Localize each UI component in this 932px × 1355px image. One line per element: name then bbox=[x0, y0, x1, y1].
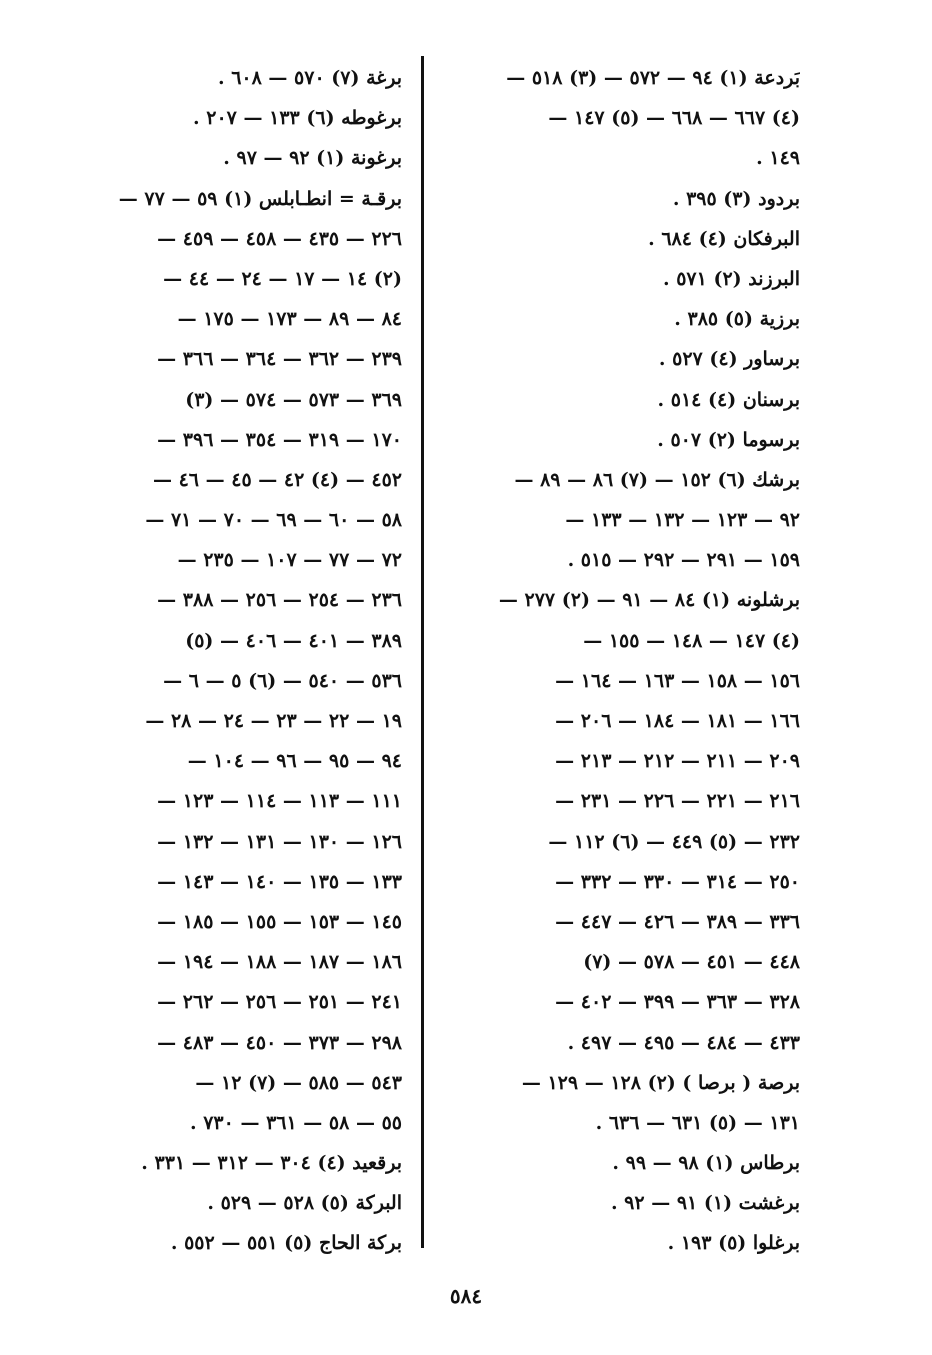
index-line: البرفكان (٤) ٦٨٤ . bbox=[648, 227, 800, 250]
index-line: برطاس (١) ٩٨ — ٩٩ . bbox=[612, 1152, 800, 1175]
index-line: ٢٣٢ — (٥) ٤٤٩ — (٦) ١١٢ — bbox=[548, 830, 800, 853]
index-line: ١٤٥ — ١٥٣ — ١٥٥ — ١٨٥ — bbox=[157, 910, 402, 933]
index-line: ٩٤ — ٩٥ — ٩٦ — ١٠٤ — bbox=[187, 750, 402, 773]
index-line: برغشت (١) ٩١ — ٩٢ . bbox=[610, 1192, 800, 1215]
index-line: ٥٣٦ — ٥٤٠ — (٦) ٥ — ٦ — bbox=[163, 669, 402, 692]
index-line: ١٥٦ — ١٥٨ — ١٦٣ — ١٦٤ — bbox=[555, 669, 800, 692]
index-line: ١٣١ — (٥) ٦٣١ — ٦٣٦ . bbox=[595, 1111, 800, 1134]
index-line: ٢٤١ — ٢٥١ — ٢٥٦ — ٢٦٢ — bbox=[157, 991, 402, 1014]
index-line: ٤٤٨ — ٤٥١ — ٥٧٨ — (٧) bbox=[583, 951, 800, 974]
index-line: ٥٤٣ — ٥٨٥ — (٧) ١٢ — bbox=[195, 1071, 402, 1094]
index-line: ١٧٠ — ٣١٩ — ٣٥٤ — ٣٩٦ — bbox=[157, 428, 402, 451]
index-line: ١١١ — ١١٣ — ١١٤ — ١٢٣ — bbox=[157, 790, 402, 813]
index-line: ٥٥ — ٥٨ — ٣٦١ — ٧٣٠ . bbox=[189, 1111, 402, 1134]
index-line: ١٨٦ — ١٨٧ — ١٨٨ — ١٩٤ — bbox=[157, 951, 402, 974]
index-line: (٢) ١٤ — ١٧ — ٢٤ — ٤٤ — bbox=[163, 267, 402, 290]
index-line: ٢٣٩ — ٣٦٢ — ٣٦٤ — ٣٦٦ — bbox=[157, 348, 402, 371]
index-line: برشلونه (١) ٨٤ — ٩١ — (٢) ٢٧٧ — bbox=[498, 589, 800, 612]
index-line: برسوما (٢) ٥٠٧ . bbox=[657, 428, 800, 451]
index-line: ١٩ — ٢٢ — ٢٣ — ٢٤ — ٢٨ — bbox=[145, 710, 402, 732]
index-line: ٩٢ — ١٢٣ — ١٣٢ — ١٣٣ — bbox=[565, 509, 800, 532]
index-line: بركة الحاج (٥) ٥٥١ — ٥٥٢ . bbox=[170, 1232, 402, 1255]
column-divider bbox=[421, 56, 424, 1248]
index-line: برصة ( برصا ) (٢) ١٢٨ — ١٢٩ — bbox=[521, 1071, 800, 1094]
index-line: ٣٢٨ — ٣٦٣ — ٣٩٩ — ٤٠٢ — bbox=[555, 991, 800, 1014]
index-line: ٤٣٣ — ٤٨٤ — ٤٩٥ — ٤٩٧ . bbox=[567, 1031, 800, 1054]
page-number: ٥٨٤ bbox=[449, 1284, 483, 1308]
index-line: ٣٨٩ — ٤٠١ — ٤٠٦ — (٥) bbox=[185, 629, 402, 652]
index-line: برغة (٧) ٥٧٠ — ٦٠٨ . bbox=[217, 67, 402, 89]
index-line: ١٤٩ . bbox=[756, 147, 800, 170]
index-line: ٢٣٦ — ٢٥٤ — ٢٥٦ — ٣٨٨ — bbox=[157, 589, 402, 612]
index-line: ٣٦٩ — ٥٧٣ — ٥٧٤ — (٣) bbox=[185, 388, 402, 411]
index-line: بَردعة (١) ٩٤ — ٥٧٢ — (٣) ٥١٨ — bbox=[506, 67, 800, 89]
index-line: بردود (٣) ٣٩٥ . bbox=[672, 187, 800, 210]
index-line: ١٦٦ — ١٨١ — ١٨٤ — ٢٠٦ — bbox=[555, 710, 800, 732]
index-line: (٤) ٦٦٧ — ٦٦٨ — (٥) ١٤٧ — bbox=[548, 107, 800, 130]
index-line: برشك (٦) ١٥٢ — (٧) ٨٦ — ٨٩ — bbox=[514, 468, 800, 491]
index-line: ٥٨ — ٦٠ — ٦٩ — ٧٠ — ٧١ — bbox=[145, 509, 402, 532]
index-line: ٤٥٢ — (٤) ٤٢ — ٤٥ — ٤٦ — bbox=[152, 468, 402, 491]
index-line: البرزند (٢) ٥٧١ . bbox=[662, 267, 800, 290]
index-line: ١٢٦ — ١٣٠ — ١٣١ — ١٣٢ — bbox=[157, 830, 402, 853]
index-line: برزية (٥) ٣٨٥ . bbox=[674, 308, 800, 331]
index-line: برغوطه (٦) ١٣٣ — ٢٠٧ . bbox=[193, 107, 402, 130]
index-line: ٧٢ — ٧٧ — ١٠٧ — ٢٣٥ — bbox=[177, 549, 402, 572]
index-column-left bbox=[52, 58, 402, 1264]
index-line: ٢٢٦ — ٤٣٥ — ٤٥٨ — ٤٥٩ — bbox=[157, 227, 402, 250]
index-line: برسنان (٤) ٥١٤ . bbox=[657, 388, 800, 411]
index-line: برغلوا (٥) ١٩٣ . bbox=[667, 1232, 800, 1255]
index-line: ٣٣٦ — ٣٨٩ — ٤٢٦ — ٤٤٧ — bbox=[555, 910, 800, 933]
index-line: برغونة (١) ٩٢ — ٩٧ . bbox=[223, 147, 402, 170]
index-column-right bbox=[460, 58, 800, 1264]
index-line: برساور (٤) ٥٢٧ . bbox=[658, 348, 800, 371]
index-line: ٢١٦ — ٢٢١ — ٢٢٦ — ٢٣١ — bbox=[555, 790, 800, 813]
index-line: ٨٤ — ٨٩ — ١٧٣ — ١٧٥ — bbox=[177, 308, 402, 331]
index-line: ٢٩٨ — ٣٧٣ — ٤٥٠ — ٤٨٣ — bbox=[157, 1031, 402, 1054]
index-line: ٢٠٩ — ٢١١ — ٢١٢ — ٢١٣ — bbox=[555, 750, 800, 773]
index-line: ١٣٣ — ١٣٥ — ١٤٠ — ١٤٣ — bbox=[157, 870, 402, 893]
index-line: البركة (٥) ٥٢٨ — ٥٢٩ . bbox=[207, 1192, 402, 1215]
index-line: (٤) ١٤٧ — ١٤٨ — ١٥٥ — bbox=[583, 629, 800, 652]
index-line: برقـة = انطـابلس (١) ٥٩ — ٧٧ — bbox=[118, 187, 402, 210]
index-line: برقعيد (٤) ٣٠٤ — ٣١٢ — ٣٣١ . bbox=[141, 1152, 402, 1175]
index-line: ٢٥٠ — ٣١٤ — ٣٣٠ — ٣٣٢ — bbox=[555, 870, 800, 893]
index-line: ١٥٩ — ٢٩١ — ٢٩٢ — ٥١٥ . bbox=[567, 549, 800, 572]
